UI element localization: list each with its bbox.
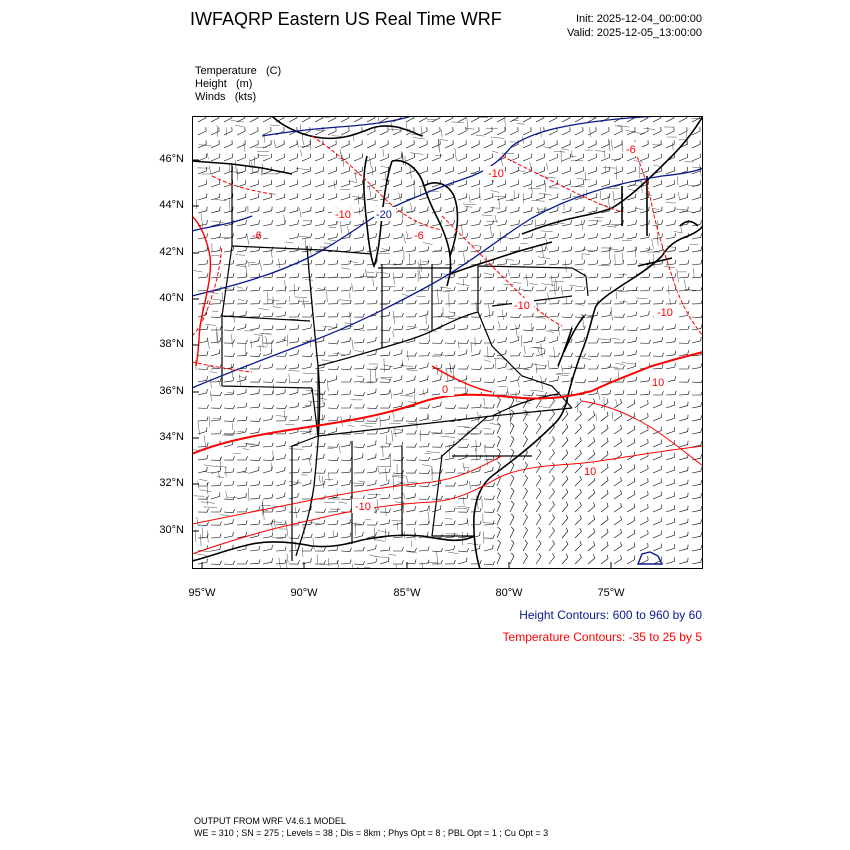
contour-label: -10 xyxy=(488,168,504,180)
contour-label: -10 xyxy=(657,307,673,319)
footer-model: OUTPUT FROM WRF V4.6.1 MODEL xyxy=(194,816,346,826)
lat-label: 38°N xyxy=(159,338,184,350)
contour-label: -10 xyxy=(355,501,371,513)
field-temperature: Temperature (C) xyxy=(195,65,282,77)
contour-label: -10 xyxy=(335,209,351,221)
lon-label: 95°W xyxy=(188,587,216,599)
contour-label: 10 xyxy=(652,377,665,389)
height-contour-info: Height Contours: 600 to 960 by 60 xyxy=(519,608,702,622)
temperature-contour-info: Temperature Contours: -35 to 25 by 5 xyxy=(502,630,702,644)
map-title: IWFAQRP Eastern US Real Time WRF xyxy=(190,9,502,29)
lat-label: 32°N xyxy=(159,477,184,489)
lat-label: 36°N xyxy=(159,385,184,397)
lon-label: 80°W xyxy=(495,587,523,599)
contour-label: -10 xyxy=(514,300,530,312)
lon-label: 90°W xyxy=(290,587,318,599)
contour-label: -6 xyxy=(626,144,636,156)
lon-label: 75°W xyxy=(597,587,625,599)
footer-settings: WE = 310 ; SN = 275 ; Levels = 38 ; Dis = 8km ; Phys Opt = 8 ; PBL Opt = 1 ; Cu Opt = 3 xyxy=(194,828,549,838)
contour-label: 0 xyxy=(442,384,449,396)
field-height: Height (m) xyxy=(195,78,253,90)
contour-label: -6 xyxy=(414,230,424,242)
contour-label: 10 xyxy=(584,466,597,478)
lat-label: 46°N xyxy=(159,153,184,165)
lat-label: 34°N xyxy=(159,431,184,443)
weather-map xyxy=(192,116,703,569)
lat-label: 40°N xyxy=(159,292,184,304)
lat-label: 30°N xyxy=(159,524,184,536)
contour-label: -6 xyxy=(252,230,262,242)
init-time: Init: 2025-12-04_00:00:00 xyxy=(576,13,702,25)
contour-label: -20 xyxy=(376,209,392,221)
valid-time: Valid: 2025-12-05_13:00:00 xyxy=(567,27,702,39)
field-winds: Winds (kts) xyxy=(195,91,257,103)
lat-label: 44°N xyxy=(159,199,184,211)
lon-label: 85°W xyxy=(393,587,421,599)
lat-label: 42°N xyxy=(159,246,184,258)
